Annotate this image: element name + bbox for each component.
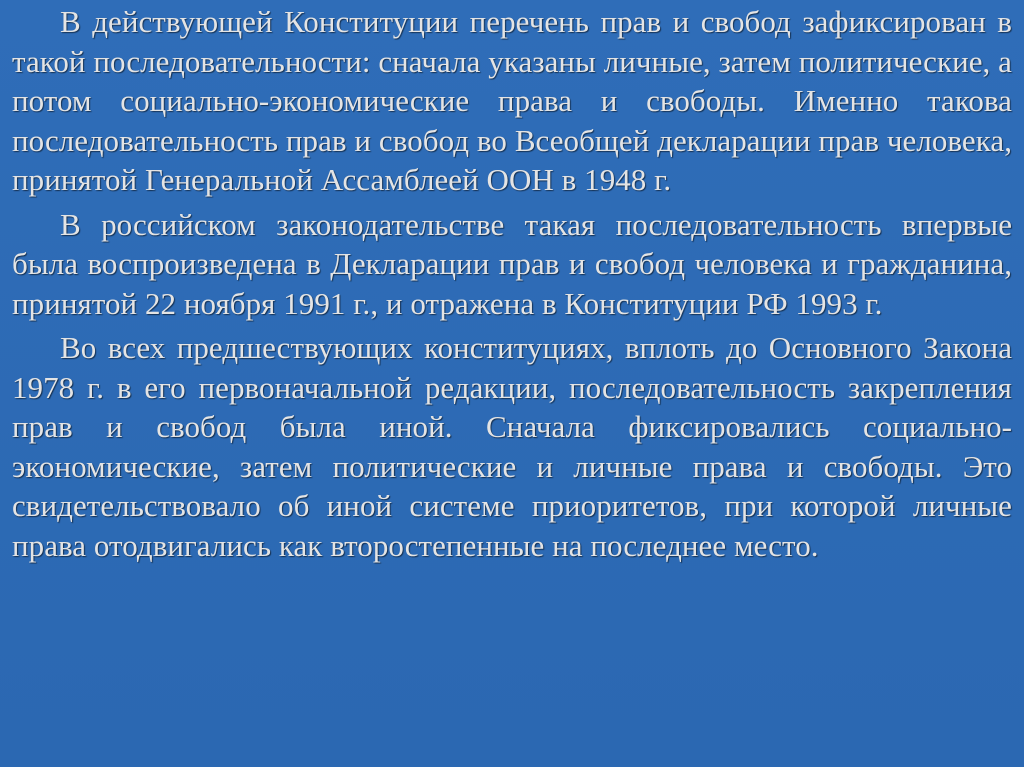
paragraph-1: В действующей Конституции перечень прав и свобод зафиксирован в такой последовательности: сначала указаны личные, затем политические, а потом социально-экономические права и свободы. Именно такова последовательность прав и свобод во Всеобщей декларации прав человека, принятой Генеральной Ассамблеей ООН в 1948 г. — [12, 4, 1012, 197]
paragraph-2: В российском законодательстве такая последовательность впервые была воспроизведена в Декларации прав и свобод человека и гражданина, принятой 22 ноября 1991 г., и отражена в Конституции РФ 1993 г. — [12, 206, 1012, 321]
paragraph-3: Во всех предшествующих конституциях, вплоть до Основного Закона 1978 г. в его первоначальной редакции, последовательность закрепления прав и свобод была иной. Сначала фиксировались социально-экономические, затем политические и личные права и свободы. Это свидетельствовало об иной системе приоритетов, при которой личные права отодвигались как второстепенные на последнее место. — [12, 330, 1012, 563]
